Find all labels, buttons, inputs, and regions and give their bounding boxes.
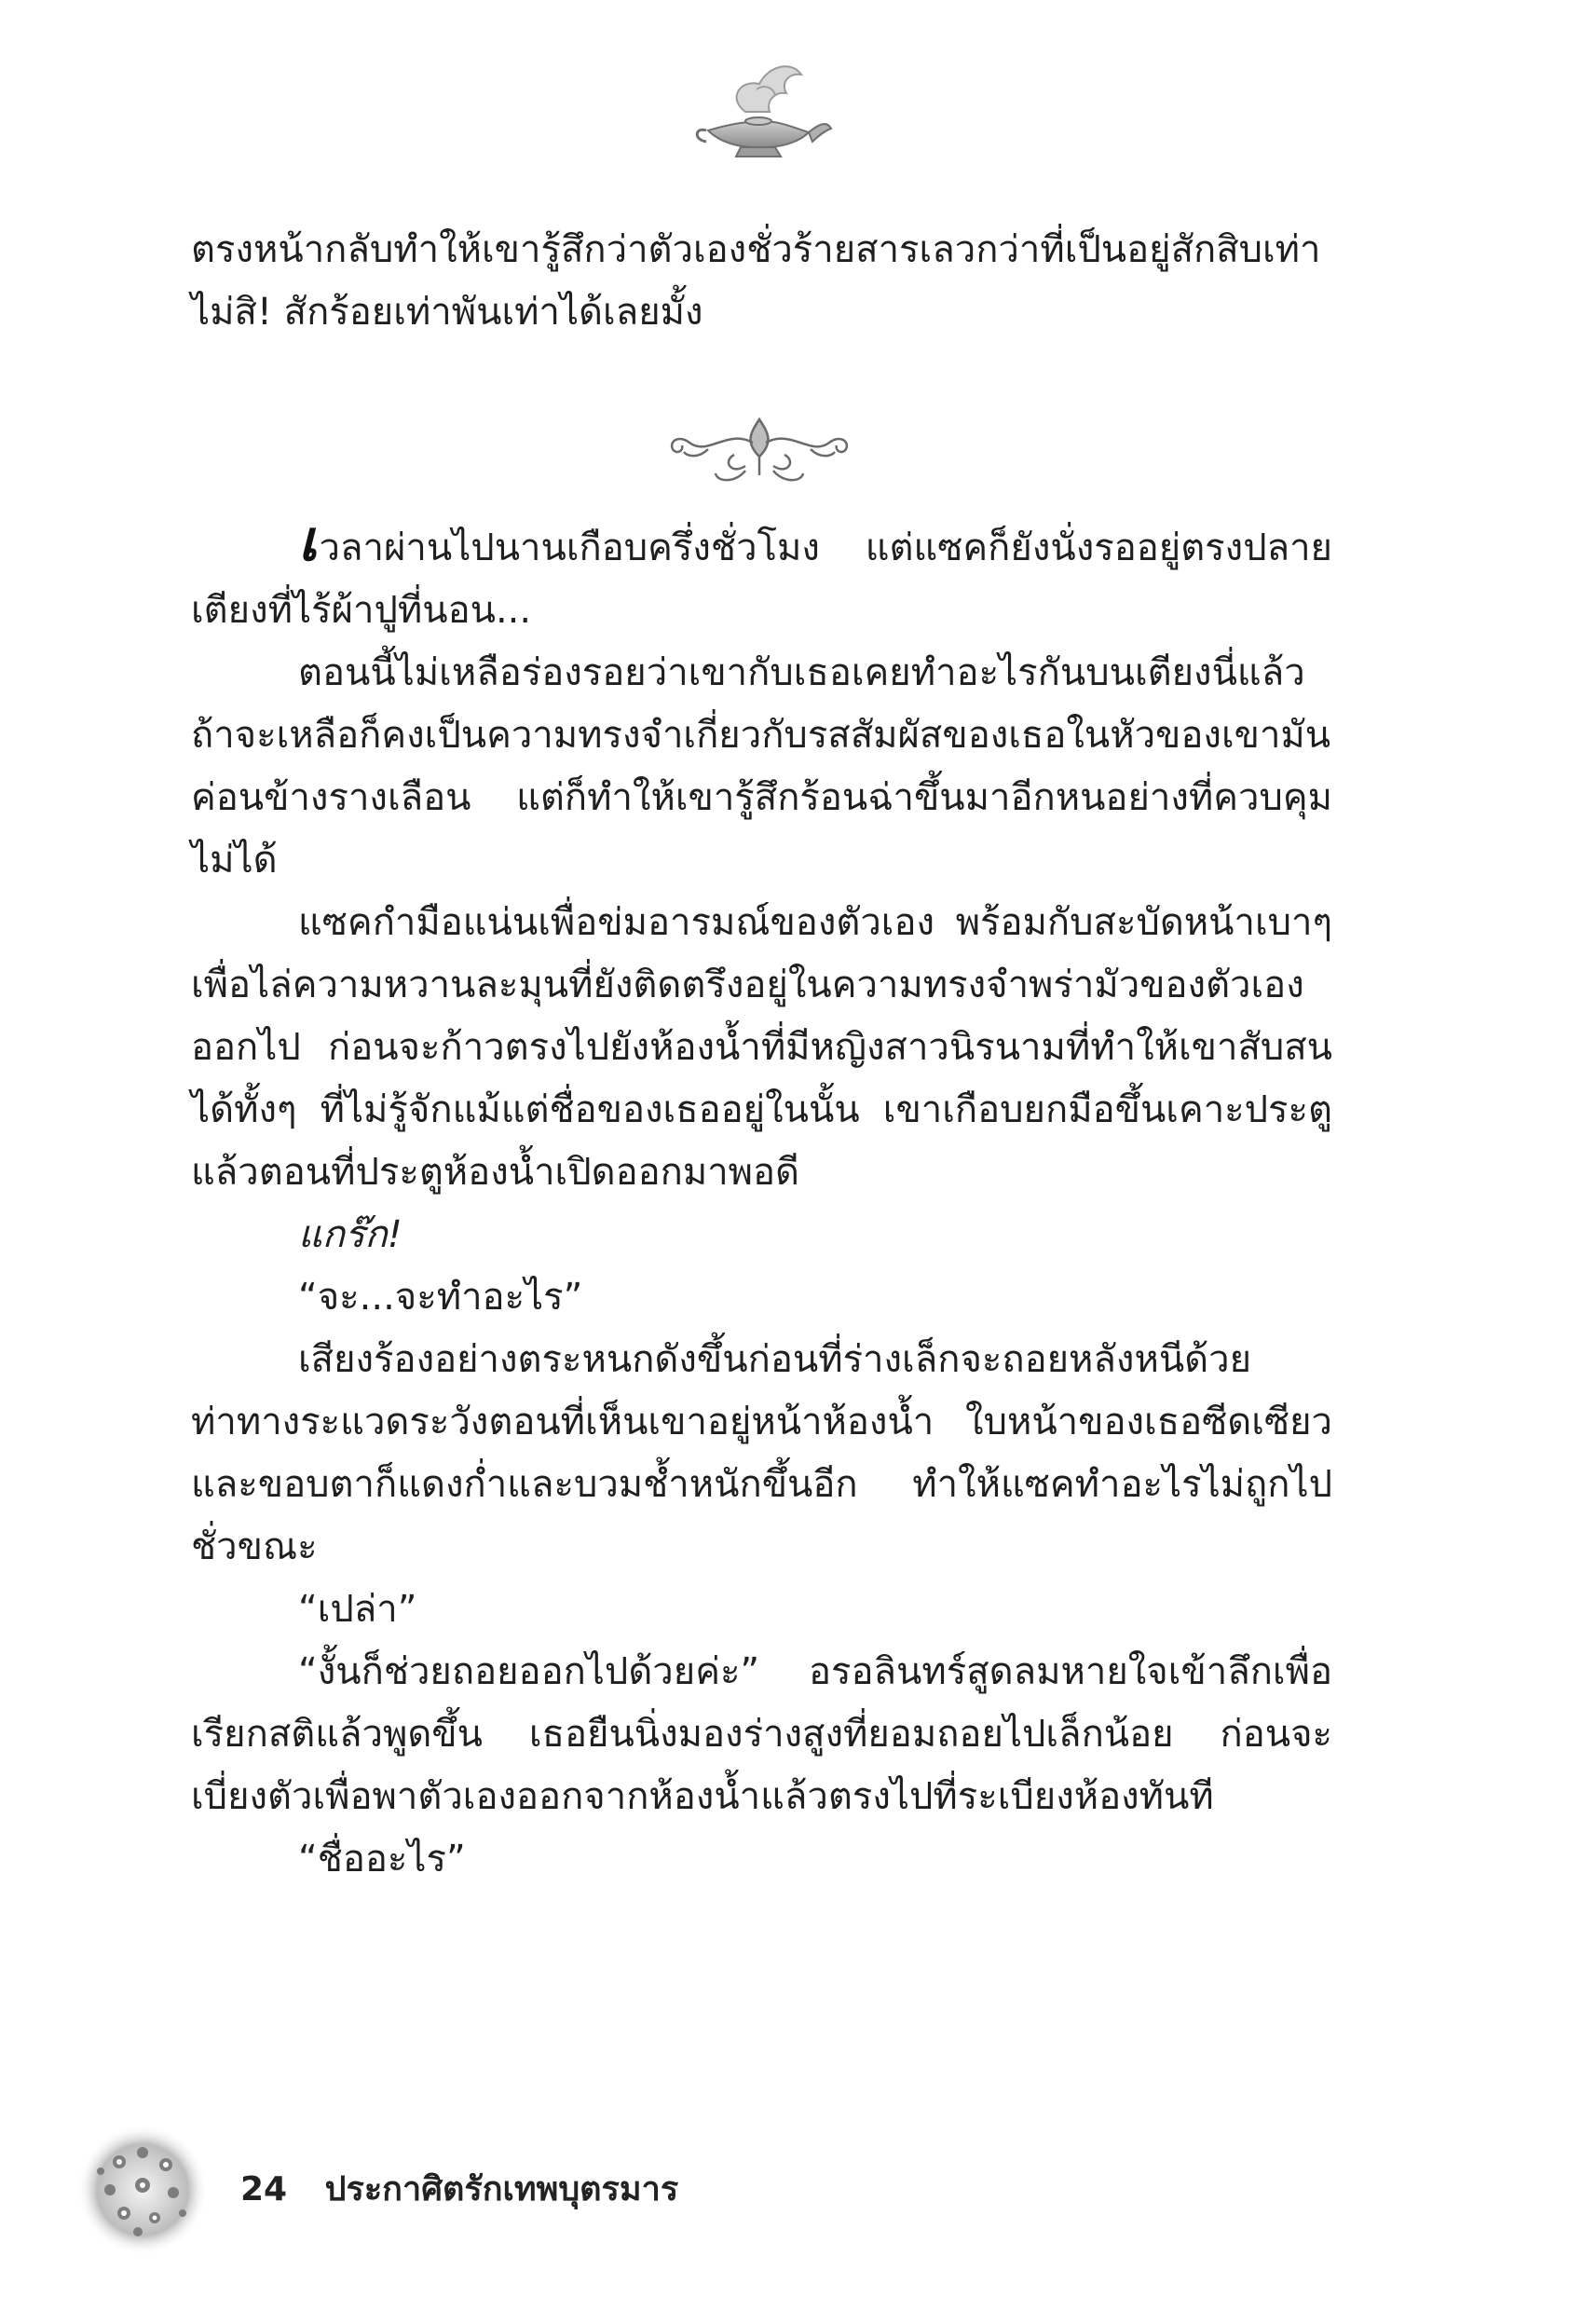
page-number: 24 [240, 2170, 288, 2208]
paragraph: “งั้นก็ช่วยถอยออกไปด้วยค่ะ” อรอลินทร์สูดลมหายใจเข้าลึกเพื่อเรียกสติแล้วพูดขึ้น เธอยืนนิ่งมองร่างสูงที่ยอมถอยไปเล็กน้อย ก่อนจะเบี่ยงตัวเพื่อพาตัวเองออกจากห้องน้ำแล้วตรงไปที่ระเบียงห้องทันที [191, 1650, 1332, 1818]
paragraph: เสียงร้องอย่างตระหนกดังขึ้นก่อนที่ร่างเล็กจะถอยหลังหนีด้วยท่าทางระแวดระวังตอนที่เห็นเขาอยู่หน้าห้องน้ำ ใบหน้าของเธอซีดเซียวและขอบตาก็แดงก่ำและบวมช้ำหนักขึ้นอีก ทำให้แซคทำอะไรไม่ถูกไปชั่วขณะ [191, 1338, 1332, 1568]
paragraph: ตอนนี้ไม่เหลือร่องรอยว่าเขากับเธอเคยทำอะไรกันบนเตียงนี่แล้ว ถ้าจะเหลือก็คงเป็นความทรงจำเกี่ยวกับรสสัมผัสของเธอในหัวของเขามันค่อนข้างรางเลือน แต่ก็ทำให้เขารู้สึกร้อนฉ่าขึ้นมาอีกหนอย่างที่ควบคุมไม่ได้ [191, 651, 1332, 882]
text-block-top [191, 219, 1332, 344]
text-block-main [191, 509, 1332, 1891]
scene-break-ornament-icon [652, 401, 866, 485]
paragraph: แซคกำมือแน่นเพื่อข่มอารมณ์ของตัวเอง พร้อมกับสะบัดหน้าเบาๆ เพื่อไล่ความหวานละมุนที่ยังติดตรึงอยู่ในความทรงจำพร่ามัวของตัวเองออกไป ก่อนจะก้าวตรงไปยังห้องน้ำที่มีหญิงสาวนิรนามที่ทำให้เขาสับสนได้ทั้งๆ ที่ไม่รู้จักแม้แต่ชื่อของเธออยู่ในนั้น เขาเกือบยกมือขึ้นเคาะประตูแล้วตอนที่ประตูห้องน้ำเปิดออกมาพอดี [191, 901, 1332, 1194]
sound-effect: แกร๊ก! [298, 1213, 402, 1256]
book-title: ประกาศิตรักเทพบุตรมาร [324, 2170, 679, 2208]
page-footer [240, 2162, 678, 2215]
paragraph: ตรงหน้ากลับทำให้เขารู้สึกว่าตัวเองชั่วร้ายสารเลวกว่าที่เป็นอยู่สักสิบเท่า ไม่สิ! สักร้อยเท่าพันเท่าได้เลยมั้ง [191, 228, 1321, 334]
drop-cap: เ [298, 509, 318, 574]
magic-lamp-icon [689, 56, 839, 168]
dialogue-line: “เปล่า” [298, 1588, 417, 1631]
flower-cluster-icon [73, 2120, 212, 2260]
dialogue-line: “จะ...จะทำอะไร” [298, 1276, 583, 1319]
dialogue-line: “ชื่ออะไร” [298, 1838, 466, 1880]
paragraph-text: วลาผ่านไปนานเกือบครึ่งชั่วโมง แต่แซคก็ยังนั่งรออยู่ตรงปลายเตียงที่ไร้ผ้าปูที่นอน... [191, 526, 1332, 632]
paragraph-dropcap [191, 509, 1332, 642]
